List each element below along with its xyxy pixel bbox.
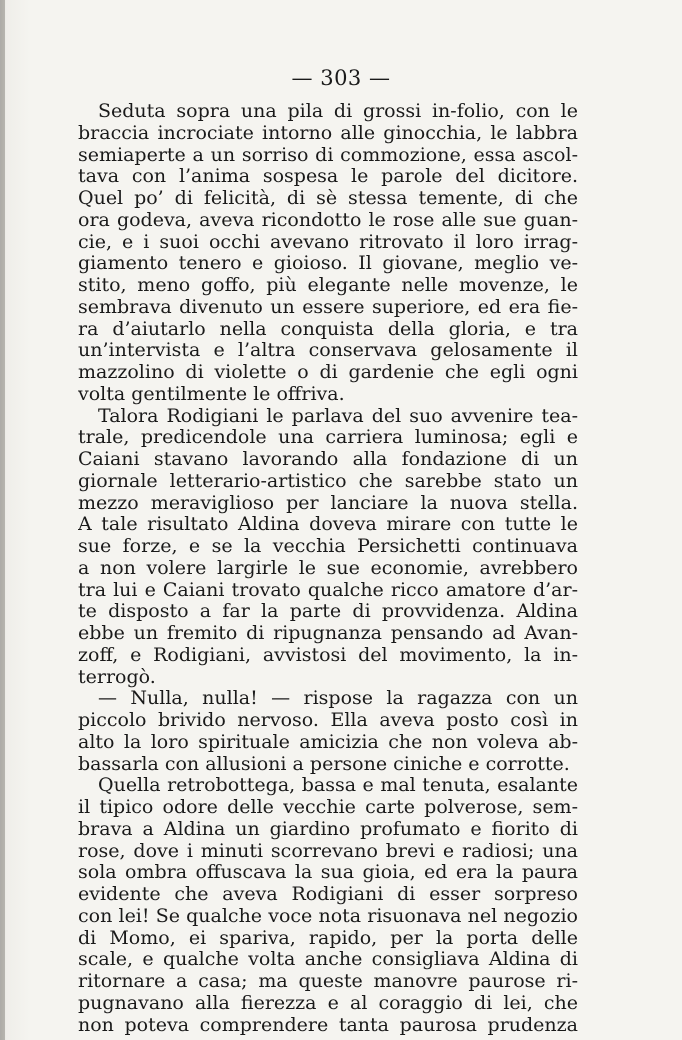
page-number: — 303 — bbox=[291, 66, 391, 90]
text-line: ra d’aiutarlo nella conquista della gloria, e tra bbox=[78, 318, 578, 340]
text-line: volta gentilmente le offriva. bbox=[78, 383, 345, 405]
text-line: — Nulla, nulla! — rispose la ragazza con un bbox=[98, 688, 578, 710]
text-line: evidente che aveva Rodigiani di esser sorpreso bbox=[78, 884, 578, 905]
text-line: scale, e qualche volta anche consigliava Aldina di bbox=[78, 949, 578, 971]
text-line: Talora Rodigiani le parlava del suo avvenire tea- bbox=[98, 405, 578, 427]
page-binding-shadow bbox=[0, 0, 5, 1040]
body-text bbox=[78, 101, 578, 1036]
text-line: Caiani stavano lavorando alla fondazione di un bbox=[78, 449, 578, 470]
text-line: di Momo, ei spariva, rapido, per la porta delle bbox=[78, 927, 578, 949]
text-line: piccolo brivido nervoso. Ella aveva posto così in bbox=[78, 710, 578, 731]
text-line: a non volere largirle le sue economie, avrebbero bbox=[78, 557, 578, 579]
text-line: ebbe un fremito di ripugnanza pensando ad Avan- bbox=[78, 623, 578, 644]
text-line: Quella retrobottega, bassa e mal tenuta, esalante bbox=[98, 775, 578, 797]
text-line: sue forze, e se la vecchia Persichetti continuava bbox=[78, 536, 578, 557]
text-line: A tale risultato Aldina doveva mirare con tutte le bbox=[78, 514, 578, 536]
text-line: mazzolino di violette o di gardenie che egli ogni bbox=[78, 362, 578, 383]
text-line: un’intervista e l’altra conservava gelosamente il bbox=[78, 340, 578, 362]
text-line: rose, dove i minuti scorrevano brevi e radiosi; una bbox=[78, 840, 578, 862]
text-line: te disposto a far la parte di provvidenza. Aldina bbox=[78, 601, 578, 623]
text-line: trale, predicendole una carriera luminosa; egli e bbox=[78, 427, 578, 449]
text-line: mezzo meraviglioso per lanciare la nuova stella. bbox=[78, 492, 578, 514]
text-line: braccia incrociate intorno alle ginocchia, le labbra bbox=[78, 122, 578, 144]
text-line: ritornare a casa; ma queste manovre paurose ri- bbox=[78, 971, 578, 992]
text-line: con lei! Se qualche voce nota risuonava nel negozio bbox=[78, 905, 578, 927]
text-line: cie, e i suoi occhi avevano ritrovato il loro irrag- bbox=[78, 231, 578, 253]
text-line: il tipico odore delle vecchie carte polverose, sem- bbox=[78, 797, 578, 818]
text-line: brava a Aldina un giardino profumato e fiorito di bbox=[78, 818, 578, 840]
text-line: sola ombra offuscava la sua gioia, ed era la paura bbox=[78, 862, 578, 884]
text-line: terrogò. bbox=[78, 666, 156, 688]
text-line: non poteva comprendere tanta paurosa prudenza bbox=[78, 1014, 578, 1036]
text-line: pugnavano alla fierezza e al coraggio di lei, che bbox=[78, 992, 578, 1014]
text-line: tava con l’anima sospesa le parole del dicitore. bbox=[78, 166, 578, 188]
text-line: stito, meno goffo, più elegante nelle movenze, le bbox=[78, 275, 578, 296]
text-line: ora godeva, aveva ricondotto le rose alle sue guan- bbox=[78, 209, 578, 231]
text-line: giamento tenero e gioioso. Il giovane, meglio ve- bbox=[78, 253, 578, 275]
text-line: Quel po’ di felicità, di sè stessa temente, di che bbox=[78, 188, 578, 209]
text-line: sembrava divenuto un essere superiore, ed era fie- bbox=[78, 296, 578, 318]
text-line: zoff, e Rodigiani, avvistosi del movimento, la in- bbox=[78, 644, 578, 666]
text-line: semiaperte a un sorriso di commozione, essa ascol- bbox=[78, 144, 578, 166]
text-line: alto la loro spirituale amicizia che non voleva ab- bbox=[78, 731, 578, 753]
text-line: bassarla con allusioni a persone ciniche e corrotte. bbox=[78, 753, 570, 775]
text-line: tra lui e Caiani trovato qualche ricco amatore d’ar- bbox=[78, 579, 578, 601]
text-line: giornale letterario-artistico che sarebbe stato un bbox=[78, 470, 578, 492]
text-line: Seduta sopra una pila di grossi in-folio, con le bbox=[98, 101, 578, 122]
